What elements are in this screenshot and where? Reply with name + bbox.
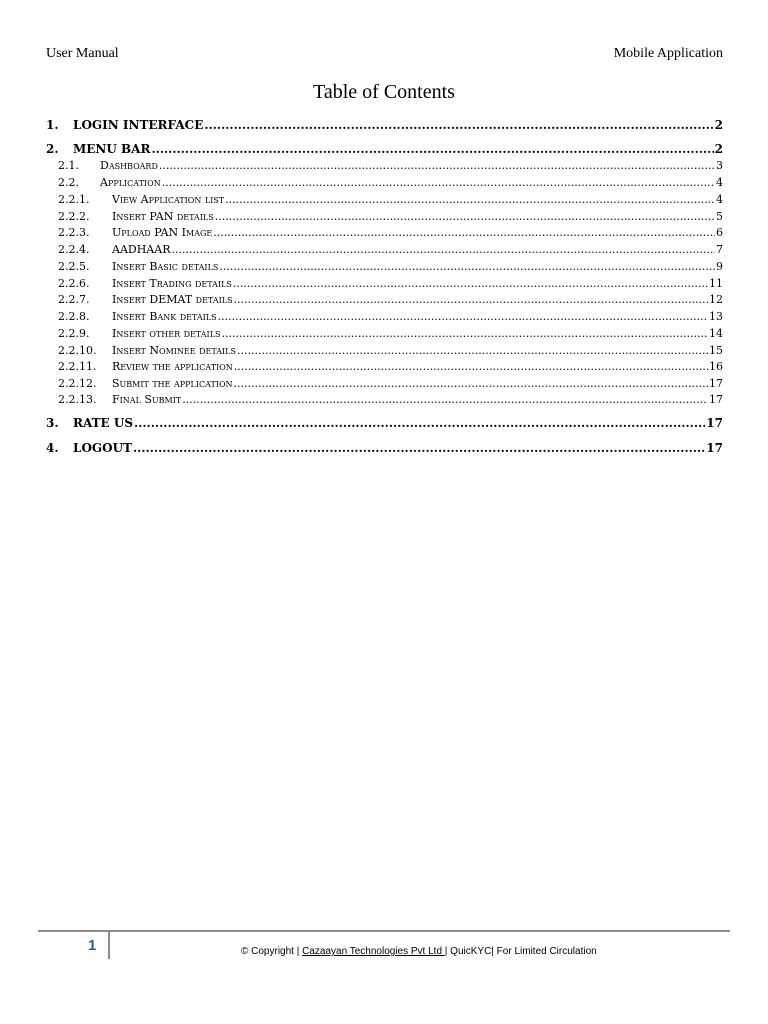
toc-entry-page: 17 [709, 393, 723, 406]
footer-suffix: | QuicKYC| For Limited Circulation [444, 946, 597, 957]
toc-entry-page: 9 [716, 260, 723, 273]
header-left: User Manual [46, 46, 119, 61]
toc-entry[interactable] [46, 118, 723, 132]
toc-leader-dots [151, 142, 713, 156]
toc-entry-number: 2.2.4. [58, 243, 90, 256]
toc-leader-dots [182, 393, 708, 406]
toc-entry-page: 17 [706, 416, 723, 430]
toc-entry-title: LOGOUT [73, 441, 132, 455]
toc-entry[interactable] [46, 416, 723, 430]
toc-entry-number: 3. [46, 416, 59, 430]
toc-entry-number: 2.2.9. [58, 327, 90, 340]
toc-entry[interactable] [46, 293, 723, 306]
toc-entry[interactable] [46, 344, 723, 357]
toc-leader-dots [225, 193, 715, 206]
toc-entry-title: Insert Nominee details [112, 344, 236, 357]
toc-entry[interactable] [46, 393, 723, 406]
toc-leader-dots [159, 159, 715, 172]
toc-entry-title: View Application list [112, 193, 225, 206]
toc-entry-number: 2.2.2. [58, 210, 90, 223]
toc-entry-number: 2.2.12. [58, 377, 97, 390]
toc-entry-number: 2.2.11. [58, 360, 97, 373]
toc-entry-page: 15 [709, 344, 723, 357]
toc-entry[interactable] [46, 310, 723, 323]
toc-entry-title: Application [100, 176, 161, 189]
toc-entry[interactable] [46, 226, 723, 239]
toc-entry[interactable] [46, 210, 723, 223]
toc-entry-title: Insert Trading details [112, 277, 232, 290]
toc-entry[interactable] [46, 441, 723, 455]
toc-leader-dots [133, 441, 705, 455]
toc-entry[interactable] [46, 176, 723, 189]
toc-leader-dots [204, 118, 713, 132]
toc-entry-title: Review the application [112, 360, 233, 373]
toc-entry-number: 2.2.3. [58, 226, 90, 239]
toc-entry-title: Insert DEMAT details [112, 293, 233, 306]
toc-entry-number: 2. [46, 142, 59, 156]
toc-entry-number: 4. [46, 441, 59, 455]
toc-entry-page: 13 [709, 310, 723, 323]
toc-entry-title: Insert Bank details [112, 310, 217, 323]
toc-leader-dots [234, 360, 708, 373]
toc-leader-dots [134, 416, 705, 430]
toc-entry-page: 12 [709, 293, 723, 306]
toc-leader-dots [215, 210, 715, 223]
toc-entry[interactable] [46, 327, 723, 340]
toc-entry-number: 2.2.13. [58, 393, 97, 406]
toc-entry-page: 2 [714, 118, 723, 132]
toc-entry-number: 2.2. [58, 176, 79, 189]
toc-entry-title: Dashboard [100, 159, 158, 172]
toc-entry-title: Insert PAN details [112, 210, 214, 223]
footer-divider [108, 932, 110, 959]
toc-entry-page: 17 [709, 377, 723, 390]
toc-entry[interactable] [46, 277, 723, 290]
toc-entry-title: RATE US [73, 416, 134, 430]
toc-leader-dots [234, 293, 708, 306]
toc-entry-title: Insert other details [112, 327, 221, 340]
toc-entry-page: 16 [709, 360, 723, 373]
toc-entry-page: 2 [714, 142, 723, 156]
toc-entry-page: 7 [716, 243, 723, 256]
toc-entry[interactable] [46, 243, 723, 256]
toc-entry-title: LOGIN INTERFACE [73, 118, 204, 132]
toc-entry-title: Final Submit [112, 393, 182, 406]
toc-leader-dots [213, 226, 715, 239]
footer-copyright [241, 946, 597, 957]
toc-entry[interactable] [46, 142, 723, 156]
toc-entry-page: 14 [709, 327, 723, 340]
copyright-prefix: © Copyright | [241, 946, 303, 957]
toc-leader-dots [218, 310, 708, 323]
toc-entry-page: 17 [706, 441, 723, 455]
footer-rule [38, 930, 730, 932]
toc-leader-dots [219, 260, 715, 273]
toc-entry-page: 5 [716, 210, 723, 223]
toc-entry-page: 3 [716, 159, 723, 172]
toc-entry[interactable] [46, 360, 723, 373]
toc-title: Table of Contents [313, 81, 455, 103]
toc-entry-title: AADHAAR [112, 243, 171, 256]
toc-entry-number: 2.2.5. [58, 260, 90, 273]
toc-leader-dots [171, 243, 715, 256]
toc-leader-dots [233, 277, 708, 290]
toc-entry-number: 2.2.7. [58, 293, 90, 306]
toc-leader-dots [162, 176, 715, 189]
toc-entry[interactable] [46, 377, 723, 390]
toc-entry[interactable] [46, 193, 723, 206]
page-number: 1 [88, 937, 97, 954]
toc-entry-title: Insert Basic details [112, 260, 219, 273]
header-right: Mobile Application [613, 46, 723, 61]
company-link[interactable]: Cazaayan Technologies Pvt Ltd [302, 946, 445, 957]
toc-entry-title: MENU BAR [73, 142, 151, 156]
toc-entry-page: 6 [716, 226, 723, 239]
toc-entry-page: 4 [716, 193, 723, 206]
toc-entry-number: 2.2.10. [58, 344, 97, 357]
toc-entry-number: 2.1. [58, 159, 79, 172]
toc-entry-page: 11 [709, 277, 723, 290]
toc-entry[interactable] [46, 159, 723, 172]
toc-entry-number: 2.2.8. [58, 310, 90, 323]
toc-entry-title: Submit the application [112, 377, 233, 390]
toc-entry-page: 4 [716, 176, 723, 189]
toc-entry-number: 1. [46, 118, 59, 132]
toc-leader-dots [234, 377, 708, 390]
toc-entry-number: 2.2.6. [58, 277, 90, 290]
toc-leader-dots [222, 327, 709, 340]
toc-leader-dots [237, 344, 708, 357]
toc-entry-number: 2.2.1. [58, 193, 90, 206]
toc-entry[interactable] [46, 260, 723, 273]
toc-entry-title: Upload PAN Image [112, 226, 213, 239]
